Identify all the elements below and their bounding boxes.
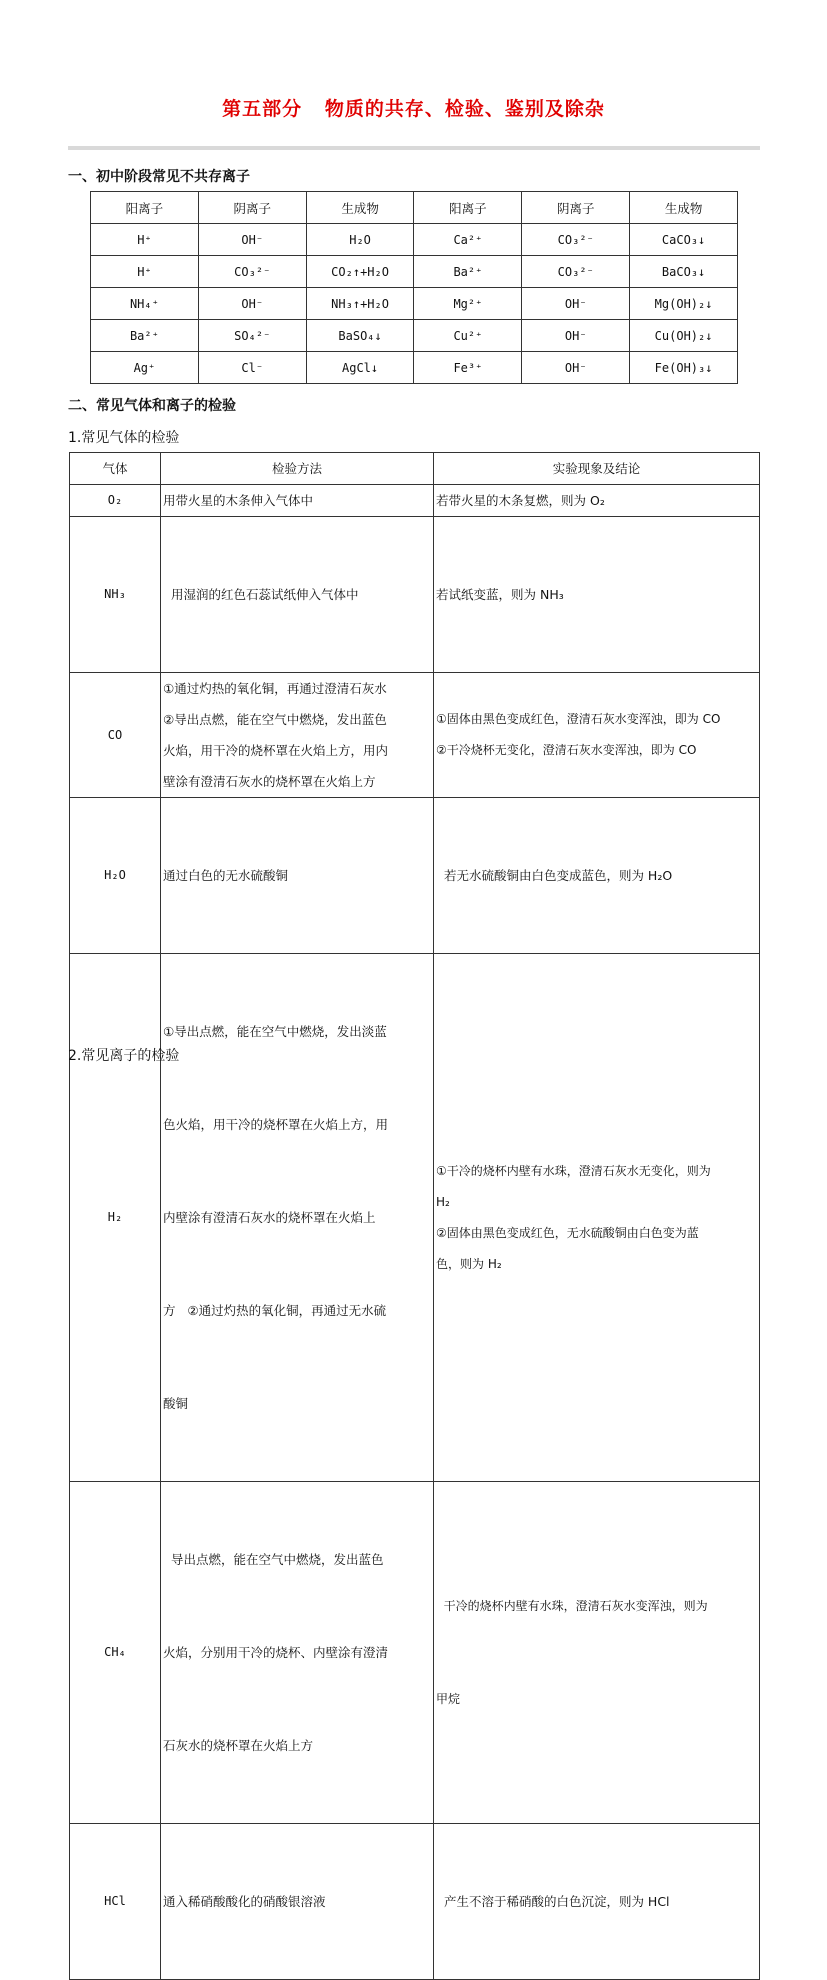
result-cell [434,798,760,954]
header-cell: 实验现象及结论 [434,453,760,485]
result-line: ②固体由黑色变成红色，无水硫酸铜由白色变为蓝 [436,1225,699,1240]
result-line: 色，则为 H₂ [436,1256,502,1271]
gas-test-table [69,452,760,1980]
anion-cell: SO₄²⁻ [198,320,306,352]
method-cell [161,1824,434,1980]
gas-cell: H₂O [70,798,161,954]
cation-cell: H⁺ [91,224,199,256]
header-cell: 阴离子 [522,192,630,224]
table-header-row [70,453,760,485]
anion-cell: CO₃²⁻ [522,256,630,288]
table-row [91,256,738,288]
table-header-row [91,192,738,224]
product-cell: H₂O [306,224,414,256]
header-cell: 气体 [70,453,161,485]
cation-cell: Fe³⁺ [414,352,522,384]
cation-cell: Ca²⁺ [414,224,522,256]
method-cell [161,517,434,673]
table-row [70,954,760,1482]
gas-cell: NH₃ [70,517,161,673]
result-cell [434,954,760,1482]
subsection-ion-heading: 2.常见离子的检验 [68,1048,180,1064]
product-cell: CaCO₃↓ [630,224,738,256]
result-line: ①固体由黑色变成红色，澄清石灰水变浑浊，即为 CO [436,712,721,726]
table-row [70,673,760,798]
cation-cell: Ba²⁺ [91,320,199,352]
method-line: 火焰，分别用干冷的烧杯、内壁涂有澄清 [163,1645,389,1660]
method-cell [161,954,434,1482]
method-line: 方 ②通过灼热的氧化铜，再通过无水硫 [163,1303,387,1318]
cation-cell: H⁺ [91,256,199,288]
anion-cell: CO₃²⁻ [522,224,630,256]
result-line: H₂ [436,1194,450,1209]
result-line: ①干冷的烧杯内壁有水珠，澄清石灰水无变化，则为 [436,1163,711,1178]
header-cell: 检验方法 [161,453,434,485]
table-row [70,485,760,517]
method-line: 酸铜 [163,1396,189,1411]
result-cell [434,485,760,517]
method-line: 通过白色的无水硫酸铜 [163,868,289,883]
method-line: ①导出点燃，能在空气中燃烧，发出淡蓝 [163,1024,387,1039]
table-row [70,798,760,954]
anion-cell: OH⁻ [522,320,630,352]
product-cell: Cu(OH)₂↓ [630,320,738,352]
result-line: 若试纸变蓝，则为 NH₃ [436,587,564,602]
table-row [91,224,738,256]
table-row [91,288,738,320]
anion-cell: CO₃²⁻ [198,256,306,288]
header-cell: 阳离子 [91,192,199,224]
anion-cell: OH⁻ [198,288,306,320]
method-cell [161,1482,434,1824]
cation-cell: Mg²⁺ [414,288,522,320]
result-line: 干冷的烧杯内壁有水珠，澄清石灰水变浑浊，则为 [436,1598,708,1613]
title-divider [68,146,760,150]
cation-cell: Cu²⁺ [414,320,522,352]
result-line: 甲烷 [436,1691,461,1706]
table-row [70,1482,760,1824]
method-line: 通入稀硝酸酸化的硝酸银溶液 [163,1894,326,1909]
result-line: 产生不溶于稀硝酸的白色沉淀，则为 HCl [436,1894,670,1909]
anion-cell: OH⁻ [522,352,630,384]
product-cell: NH₃↑+H₂O [306,288,414,320]
result-cell [434,1482,760,1824]
method-cell [161,798,434,954]
gas-cell: CH₄ [70,1482,161,1824]
gas-cell: H₂ [70,954,161,1482]
gas-cell: CO [70,673,161,798]
gas-cell: O₂ [70,485,161,517]
table-row [70,1824,760,1980]
section2-heading: 二、常见气体和离子的检验 [68,398,236,414]
table-row [91,320,738,352]
header-cell: 生成物 [306,192,414,224]
page-title: 第五部分 物质的共存、检验、鉴别及除杂 [222,98,605,120]
gas-cell: HCl [70,1824,161,1980]
product-cell: Mg(OH)₂↓ [630,288,738,320]
section1-heading: 一、初中阶段常见不共存离子 [68,169,250,185]
method-line: 壁涂有澄清石灰水的烧杯罩在火焰上方 [163,774,376,789]
table-row [70,517,760,673]
product-cell: CO₂↑+H₂O [306,256,414,288]
result-cell [434,1824,760,1980]
result-line: 若带火星的木条复燃，则为 O₂ [436,493,605,508]
result-cell [434,517,760,673]
anion-cell: Cl⁻ [198,352,306,384]
method-line: ①通过灼热的氧化铜，再通过澄清石灰水 [163,681,387,696]
method-cell [161,673,434,798]
method-line: 内壁涂有澄清石灰水的烧杯罩在火焰上 [163,1210,376,1225]
method-cell [161,485,434,517]
cation-cell: Ag⁺ [91,352,199,384]
method-line: 色火焰，用干冷的烧杯罩在火焰上方，用 [163,1117,389,1132]
subsection-gas-heading: 1.常见气体的检验 [68,430,180,446]
method-line: 导出点燃，能在空气中燃烧，发出蓝色 [163,1552,384,1567]
header-cell: 阴离子 [198,192,306,224]
method-line: 用带火星的木条伸入气体中 [163,493,314,508]
result-line: ②干冷烧杯无变化，澄清石灰水变浑浊，即为 CO [436,743,697,757]
method-line: 用湿润的红色石蕊试纸伸入气体中 [163,587,359,602]
header-cell: 生成物 [630,192,738,224]
product-cell: Fe(OH)₃↓ [630,352,738,384]
ion-coexistence-table [90,191,738,384]
cation-cell: NH₄⁺ [91,288,199,320]
product-cell: BaSO₄↓ [306,320,414,352]
product-cell: AgCl↓ [306,352,414,384]
method-line: 石灰水的烧杯罩在火焰上方 [163,1738,314,1753]
table-row [91,352,738,384]
cation-cell: Ba²⁺ [414,256,522,288]
result-line: 若无水硫酸铜由白色变成蓝色，则为 H₂O [436,868,673,883]
method-line: ②导出点燃，能在空气中燃烧，发出蓝色 [163,712,387,727]
result-cell [434,673,760,798]
anion-cell: OH⁻ [522,288,630,320]
header-cell: 阳离子 [414,192,522,224]
method-line: 火焰，用干冷的烧杯罩在火焰上方，用内 [163,743,389,758]
anion-cell: OH⁻ [198,224,306,256]
product-cell: BaCO₃↓ [630,256,738,288]
